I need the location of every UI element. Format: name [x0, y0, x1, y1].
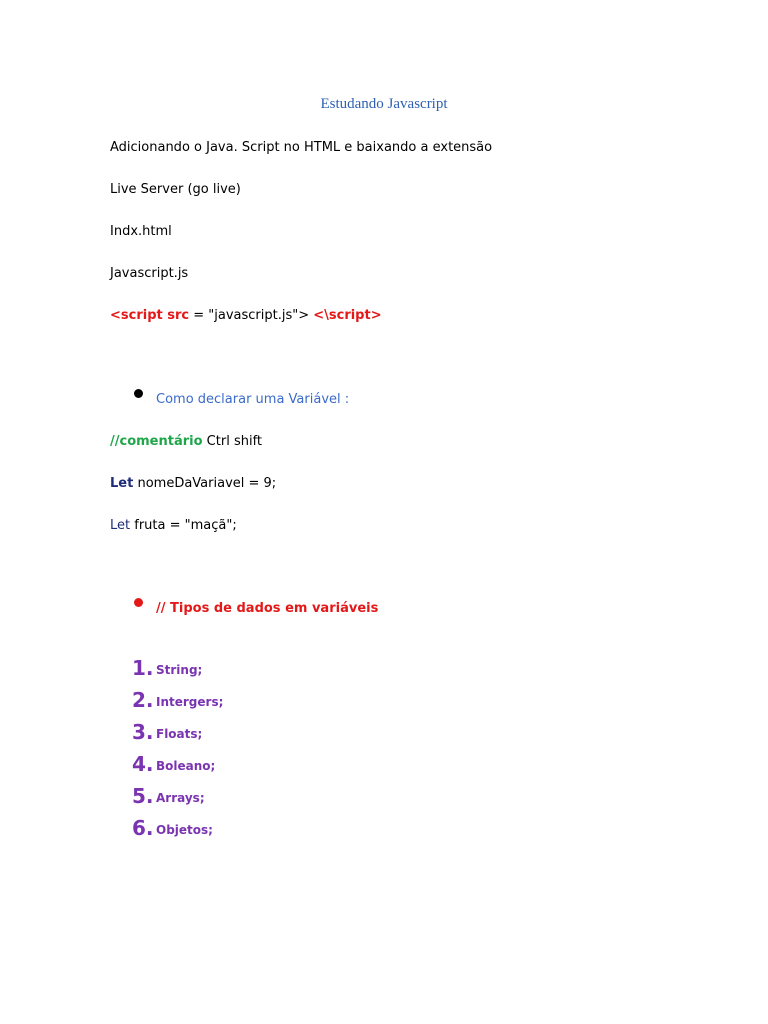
list-number: 2. [132, 688, 154, 712]
script-tag-line [110, 308, 382, 324]
bullet-dot-red [134, 598, 143, 607]
list-label: Objetos; [156, 823, 213, 837]
list-number: 6. [132, 816, 154, 840]
script-src-value: = "javascript.js"> [189, 308, 314, 323]
text-line-adicionando: Adicionando o Java. Script no HTML e baixando a extensão [110, 140, 493, 155]
list-number: 5. [132, 784, 154, 808]
list-label: Floats; [156, 727, 203, 741]
heading-declarar-variavel: Como declarar uma Variável : [156, 392, 350, 407]
list-number: 1. [132, 656, 154, 680]
text-line-javascript-js: Javascript.js [110, 266, 189, 281]
text-line-indx-html: Indx.html [110, 224, 172, 239]
heading-tipos-de-dados: // Tipos de dados em variáveis [156, 601, 379, 616]
list-label: Intergers; [156, 695, 224, 709]
list-number: 3. [132, 720, 154, 744]
let-statement: nomeDaVariavel = 9; [133, 476, 277, 491]
list-label: String; [156, 663, 203, 677]
document-title: Estudando Javascript [320, 96, 448, 112]
let-keyword: Let [110, 518, 131, 533]
let-statement: fruta = "maçã"; [130, 518, 237, 533]
let-line-fruta [110, 518, 237, 534]
text-line-live-server: Live Server (go live) [110, 182, 241, 197]
comment-line [110, 434, 262, 450]
comment-marker: //comentário [110, 434, 203, 449]
list-label: Boleano; [156, 759, 216, 773]
script-close-tag: <\script> [313, 308, 382, 323]
list-number: 4. [132, 752, 154, 776]
list-label: Arrays; [156, 791, 205, 805]
comment-shortcut: Ctrl shift [202, 434, 263, 449]
let-keyword: Let [110, 476, 134, 491]
script-open-tag: <script src [110, 308, 190, 323]
bullet-dot-black [134, 389, 143, 398]
let-line-nome [110, 476, 276, 492]
